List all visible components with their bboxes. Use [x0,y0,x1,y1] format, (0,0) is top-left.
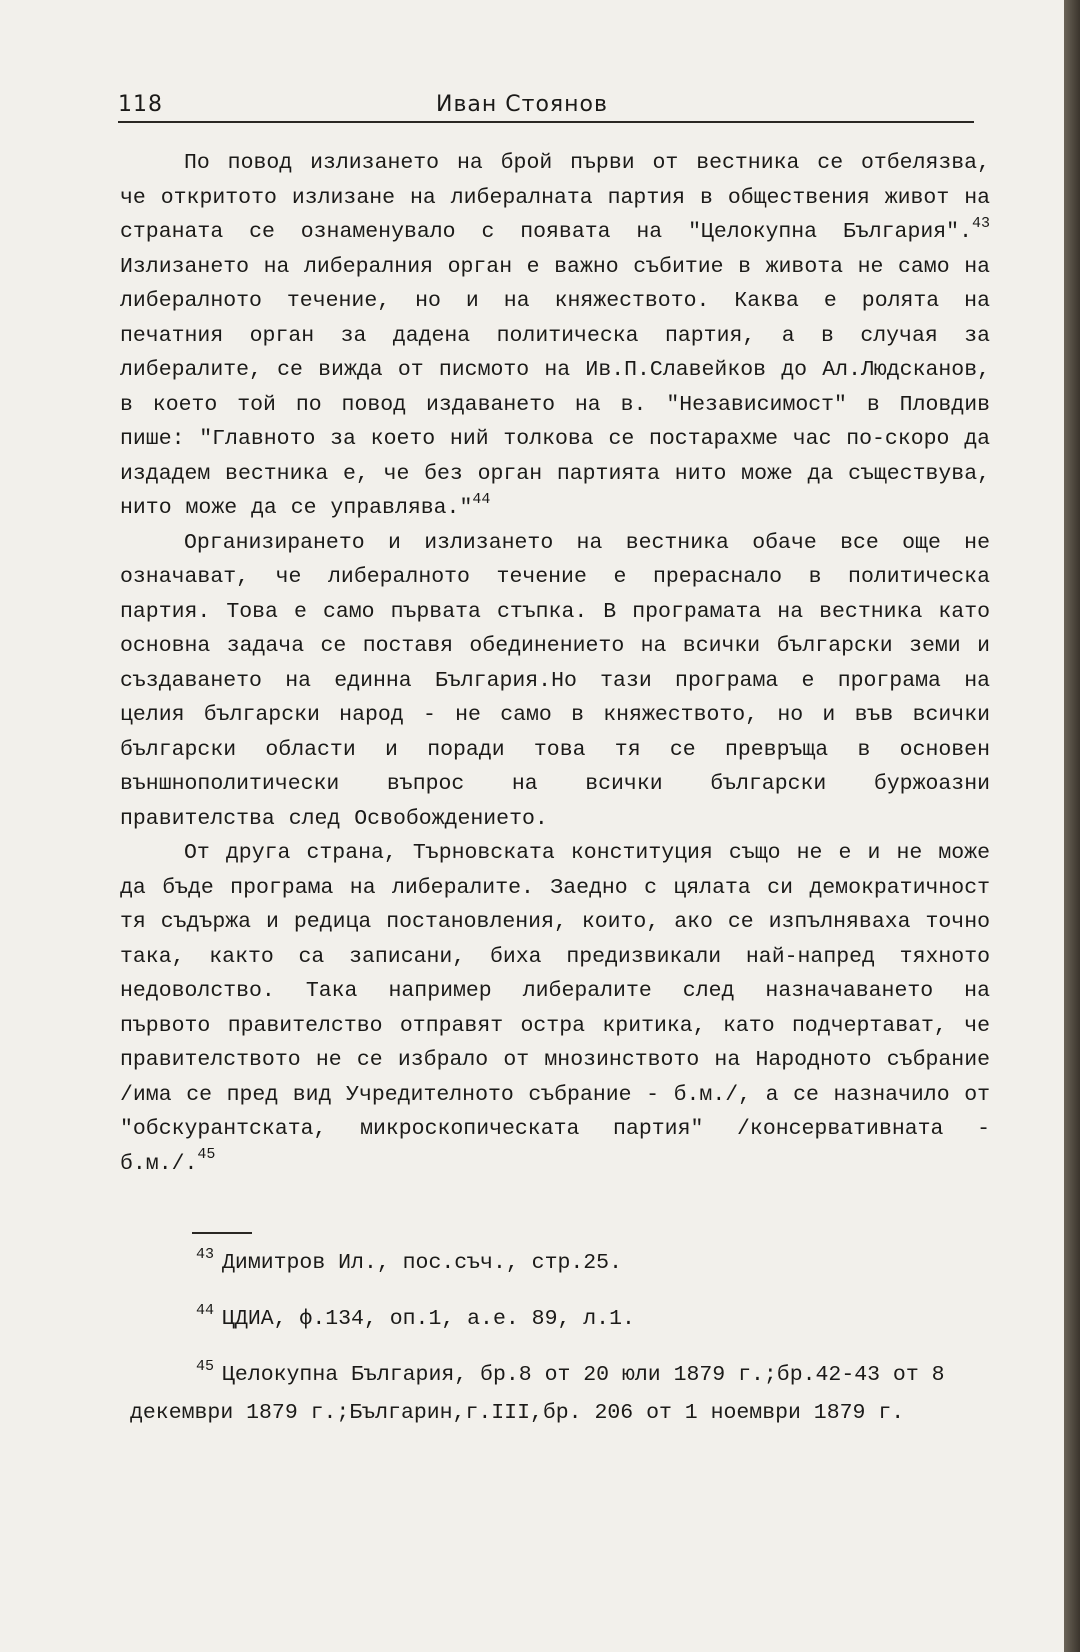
footnote-45 [130,1356,990,1432]
running-title: Иван Стоянов [436,92,608,117]
header-rule [118,121,974,123]
footnote-text: Целокупна България, бр.8 от 20 юли 1879 г.;бр.42-43 от 8 декември 1879 г.;Българин,г.III,бр. 206 от 1 ноември 1879 г. [130,1363,945,1425]
footnotes [130,1244,990,1450]
paragraph-3-text: От друга страна, Търновската конституция също не е и не може да бъде програма на либералите. Заедно с цялата си демократичност тя съдържа и редица постановления, които, ако се изпълняваха точно така, както са записани, биха предизвикали най-напред тяхното недоволство. Така например либералите след назначаването на първото правителство отправят остра критика, като подчертават, че правителството не се избрало от мнозинството на Народното събрание /има се пред вид Учредителното събрание - б.м./, а се назначило от "обскурантската, микроскопическата партия" /консервативната - б.м./. [120,841,990,1176]
paragraph-2-text: Организирането и излизането на вестника обаче все още не означават, че либералното течение е прераснало в политическа партия. Това е само първата стъпка. В програмата на вестника като основна задача се поставя обединението на всички български земи и създаването на единна България.Но тази програма е програма на целия български народ - не само в княжеството, но и във всички български области и поради това тя се превръща в основен външнополитически въпрос на всички български буржоазни правителства след Освобождението. [120,530,990,831]
footnote-ref-44: 44 [472,490,491,508]
footnote-43 [130,1244,990,1282]
page-number: 118 [118,92,163,117]
paragraph-1-text-a: По повод излизането на брой първи от вестника се отбелязва, че откритото излизане на либералната партия в обществения живот на страната се ознаменувало с появата на "Целокупна България". [120,151,990,244]
footnote-text: Димитров Ил., пос.съч., стр.25. [222,1251,622,1275]
footnote-number: 43 [196,1245,215,1263]
paragraph-1 [120,146,990,526]
footnote-number: 45 [196,1357,215,1375]
footnote-44 [130,1300,990,1338]
book-spine-edge [1064,0,1080,1652]
page-header [118,92,974,126]
paragraph-2 [120,526,990,837]
body-text [120,146,990,1181]
footnote-text: ЦДИА, ф.134, оп.1, а.е. 89, л.1. [222,1307,635,1331]
paragraph-1-text-b: Излизането на либералния орган е важно събитие в живота не само на либералното течение, но и на княжеството. Каква е ролята на печатния орган за дадена политическа партия, а в случая за либералите, се вижда от писмото на Ив.П.Славейков до Ал.Людсканов, в което той по повод издаването на в. "Независимост" в Пловдив пише: "Главното за което ний толкова се постарахме час по-скоро да издадем вестника е, че без орган партията нито може да съществува, нито може да се управлява." [120,254,990,520]
footnote-ref-45: 45 [197,1146,216,1164]
paragraph-3 [120,836,990,1181]
footnote-ref-43: 43 [971,214,990,232]
footnote-number: 44 [196,1301,215,1319]
footnote-separator [192,1232,252,1234]
